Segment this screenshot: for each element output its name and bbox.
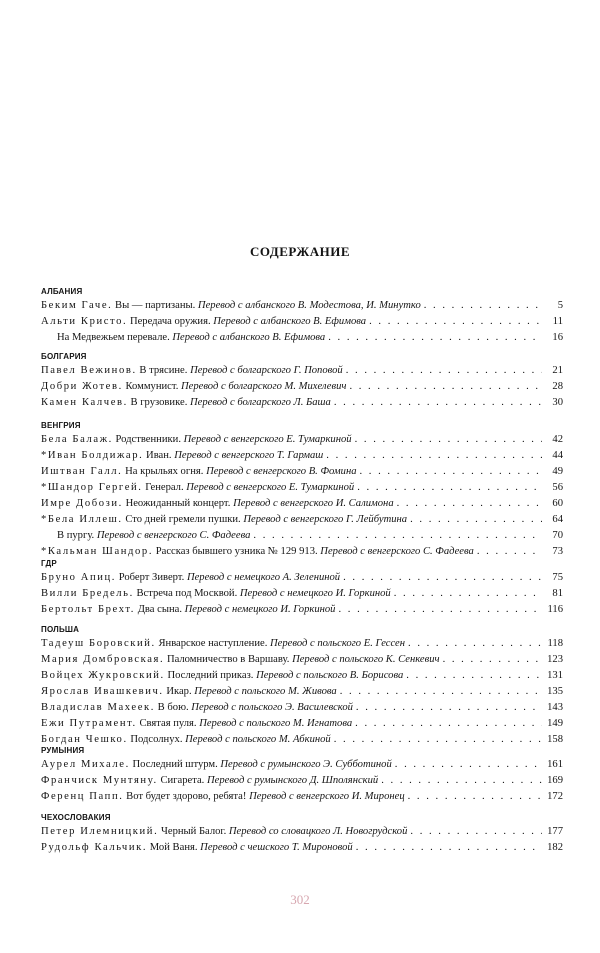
entry-translator: Перевод с венгерского С. Фадеева: [96, 530, 251, 541]
entry-author: Иштван Галл.: [41, 466, 123, 477]
dot-leader: [355, 716, 542, 732]
entry-work-title: Встреча под Москвой.: [136, 588, 238, 599]
toc-entry: [41, 570, 563, 586]
dot-leader: [443, 652, 542, 668]
entry-text: [41, 789, 405, 805]
toc-entry: [41, 716, 563, 732]
entry-author: Камен Калчев.: [41, 397, 128, 408]
entry-author: Аурел Михале.: [41, 759, 130, 770]
dot-leader: [395, 757, 542, 773]
entry-page-number: 30: [552, 397, 563, 408]
entry-work-title: Паломничество в Варшаву.: [166, 654, 290, 665]
dot-leader: [369, 314, 542, 330]
entry-translator: Перевод с болгарского Г. Поповой: [190, 365, 343, 376]
dot-leader: [360, 464, 543, 480]
entry-translator: Перевод с албанского В. Ефимова: [172, 332, 326, 343]
toc-entry: [41, 652, 563, 668]
toc-entry: [41, 636, 563, 652]
toc-section: [41, 624, 563, 748]
section-heading: ВЕНГРИЯ: [41, 421, 81, 430]
toc-entry: [41, 700, 563, 716]
toc-entry: [41, 448, 563, 464]
entry-page-number: 135: [547, 686, 563, 697]
entry-page-number: 182: [547, 842, 563, 853]
toc-entry: [41, 602, 563, 618]
toc-entry: [41, 395, 563, 411]
entry-work-title: Передача оружия.: [129, 316, 211, 327]
section-heading: ПОЛЬША: [41, 625, 80, 634]
entry-page-number: 70: [552, 530, 563, 541]
toc-entry: [41, 773, 563, 789]
section-heading: ЧЕХОСЛОВАКИЯ: [41, 813, 111, 822]
entry-page-number: 44: [552, 450, 563, 461]
toc-entry: [41, 528, 563, 544]
entry-translator: Перевод с румынского Э. Субботиной: [220, 759, 392, 770]
entry-author: *Иван Болдижар.: [41, 450, 144, 461]
entry-work-title: Неожиданный концерт.: [125, 498, 231, 509]
entry-author: Бруно Апиц.: [41, 572, 117, 583]
section-heading: ГДР: [41, 559, 57, 568]
entry-page-number: 172: [547, 791, 563, 802]
entry-author: Войцех Жукровский.: [41, 670, 165, 681]
toc-entry: [41, 298, 563, 314]
entry-page-number: 28: [552, 381, 563, 392]
entry-author: Ярослав Ивашкевич.: [41, 686, 164, 697]
dot-leader: [349, 379, 542, 395]
entry-work-title: Роберт Зиверт.: [118, 572, 185, 583]
entry-work-title: Последний штурм.: [132, 759, 218, 770]
entry-translator: Перевод с румынского Д. Шполянский: [207, 775, 379, 786]
entry-translator: Перевод с немецкого И. Горкиной: [184, 604, 336, 615]
entry-author: Беким Гаче.: [41, 300, 113, 311]
entry-page-number: 56: [552, 482, 563, 493]
dot-leader: [424, 298, 542, 314]
dot-leader: [338, 602, 542, 618]
entry-author: *Бела Иллеш.: [41, 514, 123, 525]
dot-leader: [357, 480, 542, 496]
entry-author: Тадеуш Боровский.: [41, 638, 156, 649]
toc-entry: [41, 757, 563, 773]
dot-leader: [394, 586, 542, 602]
entry-translator: Перевод с венгерского Е. Тумаркиной: [186, 482, 355, 493]
entry-author: Добри Жотев.: [41, 381, 123, 392]
entry-work-title: Вы — партизаны.: [115, 300, 196, 311]
entry-text: [41, 840, 353, 856]
toc-entry: [41, 586, 563, 602]
entry-work-title: В грузовике.: [130, 397, 188, 408]
entry-work-title: В бою.: [157, 702, 189, 713]
entry-text: [41, 652, 440, 668]
entry-text: [41, 448, 323, 464]
entry-author: Петер Илемницкий.: [41, 826, 159, 837]
toc-section: [41, 558, 563, 618]
entry-translator: Перевод с венгерского Г. Лейбутина: [243, 514, 408, 525]
entry-work-title: Черный Балог.: [160, 826, 227, 837]
entry-translator: Перевод с польского Э. Василевской: [191, 702, 353, 713]
entry-translator: Перевод со словацкого Л. Новогрудской: [228, 826, 408, 837]
section-heading: БОЛГАРИЯ: [41, 352, 87, 361]
entry-text: [41, 668, 403, 684]
dot-leader: [410, 824, 542, 840]
entry-author: Рудольф Кальчик.: [41, 842, 148, 853]
page-number: 302: [290, 892, 310, 907]
entry-work-title: Сигарета.: [160, 775, 205, 786]
entry-text: [41, 586, 391, 602]
entry-translator: Перевод с болгарского Л. Баша: [190, 397, 331, 408]
toc-entry: [41, 330, 563, 346]
entry-translator: Перевод с албанского В. Ефимова: [213, 316, 367, 327]
entry-page-number: 149: [547, 718, 563, 729]
entry-author: Франчиск Мунтяну.: [41, 775, 158, 786]
toc-entry: [41, 789, 563, 805]
entry-page-number: 5: [557, 300, 563, 311]
section-heading: РУМЫНИЯ: [41, 746, 85, 755]
entry-work-title: На Медвежьем перевале.: [57, 332, 170, 343]
entry-text: [41, 379, 346, 395]
entry-text: [41, 528, 250, 544]
entry-author: Павел Вежинов.: [41, 365, 137, 376]
dot-leader: [355, 432, 542, 448]
entry-translator: Перевод с немецкого А. Зелениной: [186, 572, 341, 583]
entry-author: Богдан Чешко.: [41, 734, 128, 745]
entry-page-number: 73: [552, 546, 563, 557]
entry-author: Альти Кристо.: [41, 316, 128, 327]
entry-translator: Перевод с польского Е. Гессен: [270, 638, 406, 649]
dot-leader: [326, 448, 542, 464]
entry-author: Имре Добози.: [41, 498, 123, 509]
entry-work-title: Икар.: [166, 686, 192, 697]
entry-work-title: Январское наступление.: [158, 638, 268, 649]
entry-work-title: Сто дней гремели пушки.: [125, 514, 241, 525]
toc-entry: [41, 684, 563, 700]
entry-page-number: 143: [547, 702, 563, 713]
entry-text: [41, 773, 378, 789]
entry-translator: Перевод с чешского Т. Мироновой: [200, 842, 353, 853]
dot-leader: [381, 773, 542, 789]
entry-text: [41, 684, 337, 700]
dot-leader: [328, 330, 542, 346]
entry-author: Ежи Путрамент.: [41, 718, 137, 729]
entry-page-number: 64: [552, 514, 563, 525]
dot-leader: [356, 700, 542, 716]
entry-text: [41, 496, 394, 512]
entry-work-title: В трясине.: [139, 365, 188, 376]
toc-entry: [41, 432, 563, 448]
entry-page-number: 11: [552, 316, 563, 327]
entry-text: [41, 636, 405, 652]
toc-entry: [41, 512, 563, 528]
entry-work-title: На крыльях огня.: [125, 466, 204, 477]
toc-section: [41, 812, 563, 856]
dot-leader: [406, 668, 542, 684]
toc-entry: [41, 480, 563, 496]
entry-translator: Перевод с польского М. Абкиной: [185, 734, 331, 745]
toc-entry: [41, 363, 563, 379]
toc-entry: [41, 314, 563, 330]
dot-leader: [253, 528, 542, 544]
entry-author: Бертольт Брехт.: [41, 604, 136, 615]
entry-author: Ференц Папп.: [41, 791, 124, 802]
toc-section: [41, 745, 563, 805]
entry-page-number: 16: [552, 332, 563, 343]
entry-text: [41, 700, 353, 716]
entry-page-number: 123: [547, 654, 563, 665]
toc-entry: [41, 496, 563, 512]
dot-leader: [408, 789, 542, 805]
entry-page-number: 49: [552, 466, 563, 477]
dot-leader: [346, 363, 542, 379]
entry-page-number: 118: [547, 638, 563, 649]
entry-translator: Перевод с болгарского М. Михелевич: [181, 381, 347, 392]
entry-translator: Перевод с польского К. Сенкевич: [292, 654, 440, 665]
entry-text: [41, 512, 407, 528]
entry-translator: Перевод с польского М. Игнатова: [199, 718, 353, 729]
entry-author: *Шандор Гергей.: [41, 482, 143, 493]
dot-leader: [397, 496, 542, 512]
entry-translator: Перевод с немецкого И. Горкиной: [239, 588, 391, 599]
entry-translator: Перевод с венгерского Т. Гармаш: [174, 450, 324, 461]
entry-work-title: Коммунист.: [125, 381, 179, 392]
entry-translator: Перевод с албанского В. Модестова, И. Минутко: [197, 300, 421, 311]
toc-section: [41, 351, 563, 411]
entry-work-title: В пургу.: [57, 530, 95, 541]
toc-entry: [41, 379, 563, 395]
entry-text: [41, 716, 352, 732]
entry-author: *Кальман Шандор.: [41, 546, 154, 557]
entry-translator: Перевод с венгерского Е. Тумаркиной: [183, 434, 352, 445]
entry-text: [41, 314, 366, 330]
entry-text: [41, 432, 352, 448]
toc-entry: [41, 840, 563, 856]
entry-text: [41, 824, 407, 840]
page-title: СОДЕРЖАНИЕ: [249, 244, 351, 259]
entry-page-number: 81: [552, 588, 563, 599]
entry-text: [41, 464, 357, 480]
entry-page-number: 158: [547, 734, 563, 745]
entry-page-number: 75: [552, 572, 563, 583]
entry-page-number: 169: [547, 775, 563, 786]
toc-section: [41, 420, 563, 560]
dot-leader: [410, 512, 542, 528]
toc-entry: [41, 464, 563, 480]
toc-entry: [41, 668, 563, 684]
entry-page-number: 161: [547, 759, 563, 770]
entry-work-title: Родственники.: [115, 434, 181, 445]
entry-text: [41, 602, 335, 618]
entry-page-number: 116: [547, 604, 563, 615]
entry-text: [41, 757, 392, 773]
entry-translator: Перевод с венгерского И. Миронец: [249, 791, 405, 802]
entry-translator: Перевод с венгерского В. Фомина: [206, 466, 357, 477]
entry-text: [41, 395, 331, 411]
dot-leader: [340, 684, 542, 700]
entry-work-title: Иван.: [146, 450, 172, 461]
entry-text: [41, 480, 354, 496]
entry-work-title: Генерал.: [145, 482, 184, 493]
toc-section: [41, 286, 563, 346]
entry-work-title: Мой Ваня.: [149, 842, 198, 853]
entry-page-number: 131: [547, 670, 563, 681]
entry-work-title: Рассказ бывшего узника № 129 913.: [155, 546, 318, 557]
entry-work-title: Подсолнух.: [130, 734, 183, 745]
entry-translator: Перевод с венгерского С. Фадеева: [320, 546, 474, 557]
entry-text: [41, 298, 421, 314]
entry-translator: Перевод с польского В. Борисова: [256, 670, 404, 681]
entry-page-number: 42: [552, 434, 563, 445]
entry-page-number: 21: [552, 365, 563, 376]
entry-translator: Перевод с венгерского И. Салимона: [233, 498, 394, 509]
entry-work-title: Два сына.: [137, 604, 182, 615]
entry-translator: Перевод с польского М. Живова: [194, 686, 337, 697]
dot-leader: [343, 570, 542, 586]
entry-work-title: Святая пуля.: [139, 718, 197, 729]
dot-leader: [334, 395, 542, 411]
entry-author: Бела Балаж.: [41, 434, 113, 445]
entry-author: Владислав Махеек.: [41, 702, 156, 713]
dot-leader: [356, 840, 542, 856]
entry-work-title: Вот будет здорово, ребята!: [126, 791, 247, 802]
entry-text: [41, 570, 340, 586]
dot-leader: [408, 636, 542, 652]
section-heading: АЛБАНИЯ: [41, 287, 83, 296]
entry-page-number: 177: [547, 826, 563, 837]
entry-text: [41, 330, 325, 346]
entry-page-number: 60: [552, 498, 563, 509]
entry-work-title: Последний приказ.: [167, 670, 254, 681]
entry-author: Вилли Бредель.: [41, 588, 134, 599]
entry-author: Мария Домбровская.: [41, 654, 165, 665]
toc-entry: [41, 824, 563, 840]
entry-text: [41, 363, 343, 379]
